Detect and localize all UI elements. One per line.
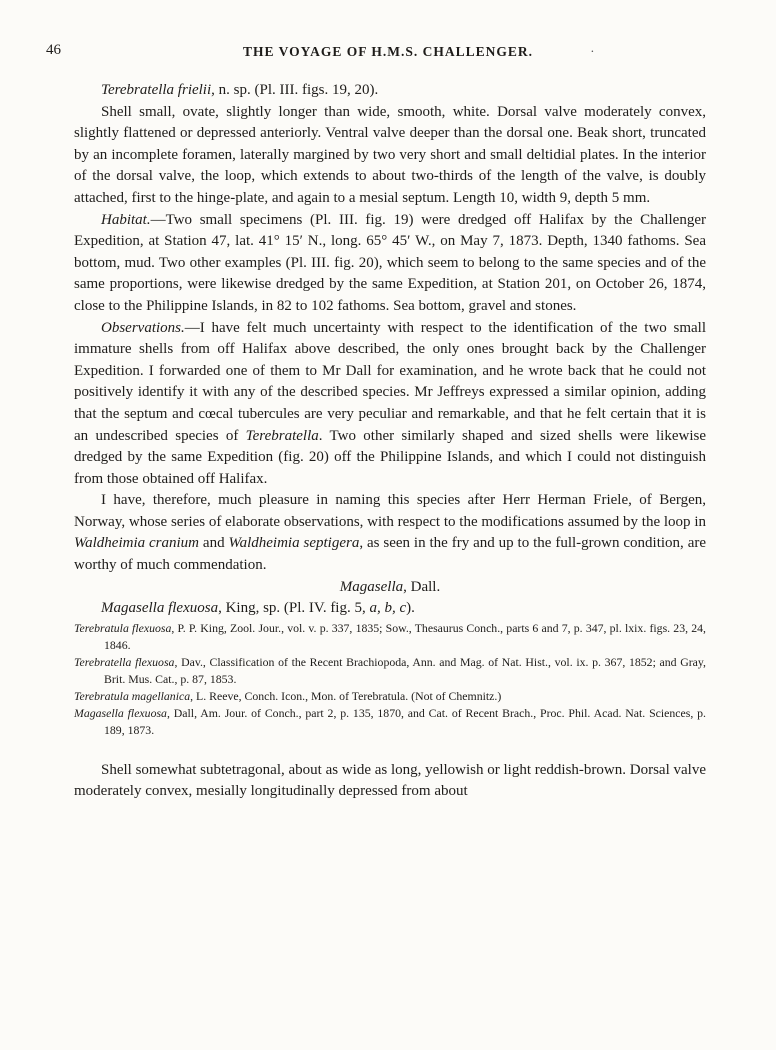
paragraph	[74, 102, 706, 210]
text-run: , as seen in the fry and up to the full-grown condition, are worthy of much commendation.	[74, 535, 707, 574]
text-run: . Two other similarly shaped and sized shells were likewise dredged by the same Expedition (fig. 20) off the Philippine Islands, and which I could not distinguish from those obtained off Halifax.	[74, 427, 706, 487]
text-run: Shell small, ovate, slightly longer than wide, smooth, white. Dorsal valve moderately convex, slightly flattened or depressed anteriorly. Ventral valve deeper than the dorsal one. Beak short, truncated by an incomplete foramen, laterally margined by two very short and small deltidial plates. In the interior of the dorsal valve, the loop, which extends to about two-thirds of the length of the valve, is doubly attached, first to the hinge-plate, and again to a mesial septum. Length 10, width 9, depth 5 mm.	[74, 103, 706, 206]
text-run: , L. Reeve, Conch. Icon., Mon. of Terebratula. (Not of Chemnitz.)	[190, 688, 502, 703]
paragraph	[74, 490, 706, 576]
text-run: ).	[406, 600, 415, 617]
italic-text: Magasella	[339, 578, 404, 595]
text-run: , P. P. King, Zool. Jour., vol. v. p. 337, 1835; Sow., Thesaurus Conch., parts 6 and 7, p. 347, pl. lxix. figs. 23, 24, 1846.	[104, 620, 706, 652]
text-run: I have, therefore, much pleasure in naming this species after Herr Herman Friele, of Bergen, Norway, whose series of elaborate observations, with respect to the modifications assumed by the loop in	[74, 492, 706, 530]
header-dot: .	[590, 40, 594, 55]
reference-entry	[74, 688, 706, 705]
paragraph	[74, 210, 706, 318]
reference-entry	[74, 654, 706, 688]
running-title: THE VOYAGE OF H.M.S. CHALLENGER.	[242, 44, 534, 59]
italic-text: Waldheimia cranium	[74, 535, 200, 552]
paragraph	[74, 80, 706, 102]
text-run: and	[199, 535, 229, 552]
body-blocks	[74, 80, 706, 803]
text-run: , Dall.	[403, 578, 441, 595]
italic-text: Waldheimia septigera	[228, 535, 360, 552]
page-header	[0, 0, 776, 64]
italic-text: Observations.	[101, 319, 185, 336]
text-run: Shell somewhat subtetragonal, about as wide as long, yellowish or light reddish-brown. Dorsal valve moderately convex, mesially longitudinally depressed from about	[74, 761, 706, 800]
reference-entry	[74, 705, 706, 739]
text-run: , King, sp. (Pl. IV. fig. 5,	[218, 600, 370, 617]
italic-text: Habitat.	[101, 211, 151, 228]
text-run: —I have felt much uncertainty with respect to the identification of the two small immature shells from off Halifax above described, the only ones brought back by the Challenger Expedition. I forwarded one of them to Mr Dall for examination, and he wrote back that he could not positively identify it with any of the described species. Mr Jeffreys expressed a similar opinion, adding that the septum and cœcal tubercules are very peculiar and remarkable, and that he felt certain that it is an undescribed species of	[74, 319, 706, 444]
italic-text: a, b, c	[369, 600, 407, 617]
italic-text: Terebratula magellanica	[74, 688, 191, 703]
reference-entry	[74, 620, 706, 654]
text-run: , Dall, Am. Jour. of Conch., part 2, p. 135, 1870, and Cat. of Recent Brach., Proc. Phil. Acad. Nat. Sciences, p. 189, 1873.	[104, 705, 706, 737]
italic-text: Magasella flexuosa	[74, 705, 167, 720]
paragraph	[74, 318, 706, 491]
italic-text: Terebratella	[245, 427, 319, 444]
italic-text: Magasella flexuosa	[101, 600, 219, 617]
text-run: , Dav., Classification of the Recent Brachiopoda, Ann. and Mag. of Nat. Hist., vol. ix. p. 367, 1852; and Gray, Brit. Mus. Cat., p. 87, 1853.	[104, 654, 706, 686]
text-run: , n. sp. (Pl. III. figs. 19, 20).	[211, 82, 379, 98]
species-heading	[74, 598, 706, 620]
text-run: —Two small specimens (Pl. III. fig. 19) were dredged off Halifax by the Challenger Expedition, at Station 47, lat. 41° 15′ N., long. 65° 45′ W., on May 7, 1873. Depth, 1340 fathoms. Sea bottom, mud. Two other examples (Pl. III. fig. 20), which seem to belong to the same species and of the same proportions, were likewise dredged by the same Expedition, at Station 201, on October 26, 1874, close to the Philippine Islands, in 82 to 102 fathoms. Sea bottom, gravel and stones.	[74, 211, 706, 314]
italic-text: Terebratella frielii	[101, 82, 212, 98]
page-number: 46	[46, 42, 61, 58]
paragraph	[74, 760, 706, 803]
italic-text: Terebratella flexuosa	[74, 654, 175, 669]
italic-text: Terebratula flexuosa	[74, 620, 172, 635]
genus-heading	[74, 577, 706, 599]
